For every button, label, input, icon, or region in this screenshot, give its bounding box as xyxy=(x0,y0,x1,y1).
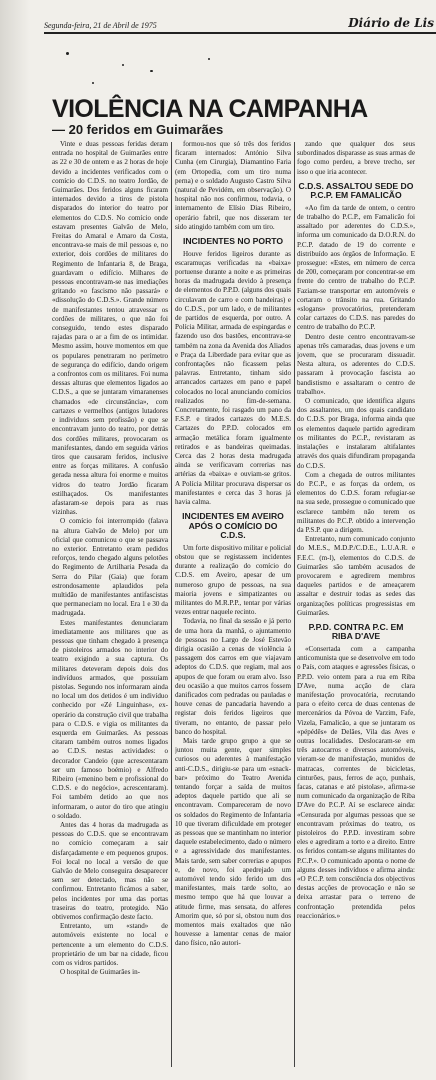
body-paragraph: Com a chegada de outros militantes do P.C.P., e as forças da ordem, os elementos do C.D.S. foram refugiar-se na sua sede, prossegue o comunicado que esclarece também não terem os militantes do P.C.P. obtido a intervenção da P.S.P. que a dirigem. xyxy=(297,470,415,534)
column-rule xyxy=(294,142,295,1067)
section-title-aveiro: INCIDENTES EM AVEIRO APÓS O COMÍCIO DO C.D.S. xyxy=(182,511,284,541)
body-paragraph: «Consertada com a campanha anticomunista que se desenvolve em todo o País, com ataques e agressões físicas, o P.P.D. veio ontem para a rua em Riba D'Ave, numa acção de clara manifestação provocatória, recrutando para o efeito cerca de duas centenas de mercenários da Póvoa de Varzim, Fafe, Vizela, Famalicão, a que se juntaram os «pépédês» de Delães, Vila das Aves e outras localidades. Deslocaram-se em três autocarros e diversos automóveis, vieram-se de manifestação, munidos de matracas, correntes de bicicletas, cinturões, paus, ferros de aço, punhais, facas, catanas e até pistolas», afirma-se num comunicado da organização de Riba D'Ave do P.C.P. Aí se esclarece ainda: «Censurada por algumas pessoas que se encontravam próximas do teatro, os pistoleiros do P.P.D. investiram sobre eles e agrediram a torto e a direito. Entre os feridos contam-se alguns militantes do P.C.P.». O comunicado aponta o nome de alguns desses indivíduos e afirma ainda: «O P.C.P. tem consciência dos objectivos destas acções de provocação e não se deixa arrastar para o terreno de confrontação pretendida pelos reaccionários.» xyxy=(297,644,415,920)
header-date: Segunda-feira, 21 de Abril de 1975 xyxy=(44,21,157,30)
section-title-porto: INCIDENTES NO PORTO xyxy=(182,236,284,247)
print-speck xyxy=(150,70,153,72)
article-column-2 xyxy=(175,140,291,1072)
body-paragraph: Estes manifestantes denunciaram imediatamente aos militares que as pessoas que tinham chegado à presença de pistoleiros armados no interior do teatro exigindo a sua captura. Os militares deteveram depois dois dos indivíduos armados, que possuíam pistolas. Segundo nos informaram ainda no local um dos detidos é um indivíduo conhecido por «Zé Linguinhas», ex-operário da construção civil que trabalha para o C.D.S. e vigia os militantes da esquerda em Guimarães. As pessoas citaram também outros nomes ligados ao C.D.S. nestas actividades: o decorador Candeio (que acrescentaram ser um famoso boémio) e Alfredo Ribeiro («menino bem e profissional do C.D.S. e do negócio», acrescentaram). Foi também detido ao que nos informaram, o autor do tiro que atingiu o soldado. xyxy=(52,618,168,820)
column-rule xyxy=(171,142,172,1067)
body-paragraph: O hospital de Guimarães in- xyxy=(60,968,140,977)
article-column-3 xyxy=(297,140,415,1072)
body-paragraph: O comunicado, que identifica alguns dos assaltantes, um dos quais candidato do C.D.S. por Braga, informa ainda que os elementos daquele partido agrediram os militantes do P.C.P., revistaram as instalações e instalaram altifalantes através dos quais difundiram propaganda do C.D.S. xyxy=(297,397,415,470)
page-header xyxy=(44,16,436,34)
body-paragraph: Entretanto, num comunicado conjunto do M.E.S., M.D.P./C.D.E., L.U.A.R. e F.E.C. (m-l), elementos do C.D.S. de Guimarães são também acusados de provocarem e agredirem membros daqueles partidos e de ameaçarem assaltar e destruir todas as sedes das organizações políticas progressistas em Guimarães. xyxy=(297,535,415,617)
print-speck xyxy=(208,58,210,60)
print-speck xyxy=(122,64,124,66)
newspaper-name: Diário de Lis xyxy=(348,16,434,30)
article-subheadline: — 20 feridos em Guimarães xyxy=(52,122,224,137)
page-shadow-edge xyxy=(0,0,30,1080)
section-title-famalicao: C.D.S. ASSALTOU SEDE DO P.C.P. EM FAMALICÃO xyxy=(298,180,414,201)
section-title-riba-dave: P.P.D. CONTRA P.C. EM RIBA D'AVE xyxy=(308,621,404,642)
body-paragraph: Antes das 4 horas da madrugada as pessoas do C.D.S. que se encontravam no comício começaram a sair disfarçadamente e em pequenos grupos. Foi local no local a versão de que Galvão de Melo conseguira desaparecer sem ser detectado, mas não se confirmou. Entretanto ficámos a saber, pelos incidentes por uma das portas traseiras do teatro, protegido. Não obtivemos confirmação deste facto. xyxy=(52,821,168,922)
body-paragraph: formou-nos que só três dos feridos ficaram internados: António Silva Cunha (em Cirurgia), Diamantino Faria (em Ortopedia, com um tiro numa perna) e o soldado Augusto Castro Silva (natural de Pevidém, em observação). O hospital não nos confirmou, todavia, o internamento de Elísio Dias Ribeiro, operário fabril, que nos disseram ter sido atingido também com um tiro. xyxy=(175,140,291,231)
print-speck xyxy=(66,52,69,55)
body-paragraph: Entretanto, um «stand» de automóveis existente no local e pertencente a um elemento do C.D.S. proprietário de um bar na cidade, ficou com os vidros partidos. xyxy=(52,922,168,968)
article-headline: VIOLÊNCIA NA CAMPANHA xyxy=(52,95,368,123)
body-paragraph: zando que qualquer dos seus subordinados disparasse as suas armas de fogo como perdeu, a breve trecho, ser isso o que iria acontecer. xyxy=(297,140,415,176)
body-paragraph: Um forte dispositivo militar e policial obstou que se registassem incidentes durante a realização do comício do C.D.S. em Aveiro, apesar de um numeroso grupo de pessoas, na sua maioria jovens e simpatizantes ou militantes do M.R.P.P., tentar por várias vezes entrar naquele recinto. xyxy=(175,543,291,617)
body-paragraph: Houve feridos ligeiros durante as escaramuças verificadas na «baixa» portuense durante a noite e as primeiras horas da madrugada devido à presença de elementos do P.P.D. (alguns dos quais circulavam de carro e com bandeiras) e do C.D.S., por um lado, e de militantes de partidos de esquerda, por outro. A Polícia Militar, armada de espingardas e fazendo uso dos bastões, encontrava-se também na zona da Avenida dos Aliados e Praça da Liberdade para evitar que as confrontações não ficassem pelas palavras. Entretanto, tinham sido arrancados cartazes em pano e papel colocados no local anunciando comícios realizados no fim-de-semana. Concretamente, foi rasgado um pano da F.S.P. e tirados cartazes do M.E.S. Cartazes do P.P.D. colocados em armação metálica foram igualmente retirados e as bandeiras queimadas. Cerca das 2 horas desta madrugada ainda se verificavam correrias nas artérias da «baixa» e ouviam-se gritos. A Polícia Militar procurava dispersar os manifestantes e cerca das 3 horas já havia calma. xyxy=(175,249,291,507)
body-paragraph: Vinte e duas pessoas feridas deram entrada no hospital de Guimarães entre as 22 e 30 de ontem e as 2 horas de hoje devido a incidentes verificados com o comício do C.D.S. no teatro Jordão, de Guimarães. Dos feridos alguns ficaram internados devido a tiros de pistola disparados do interior do teatro por elementos do C.D.S. No comício onde estavam presentes Galvão de Melo, Freitas do Amaral e Amaro da Costa, encontrava-se mais de mil pessoas e, no exterior, dois cordões de militares do Regimento de Infantaria 8, de Braga, guardavam o edifício. Milhares de pessoas encontravam-se nas imediações gritando «o fascismo não passará» e «dissolução do C.D.S.». Grande número de manifestantes tentou atravessar os cordões de militares, o que não foi conseguido, tendo estes disparado rajadas para o ar a fim de os intimidar. Mesmo assim, houve momentos em que os populares penetraram no perímetro de segurança do edifício, dando origem a confrontos com os militares. Foi numa dessas alturas que elementos ligados ao C.D.S., a que se juntaram vimaranenses chamados «de circunstância», com cartazes e vermelhos (antigos lutadores e individuos sem profissão) e que se encontravam junto do teatro, por detrás dos cordões militares, provocaram os manifestantes, dando em seguida vários tiros que causaram feridos, inclusive entre as forças militares. A confusão gerada nessa altura foi enorme e muitos vidros do teatro Jordão ficaram estilhaçados. Os manifestantes afastaram-se depois para as ruas vizinhas. xyxy=(52,140,168,517)
print-speck xyxy=(92,82,94,84)
body-paragraph: Dentro deste centro encontravam-se apenas três camaradas, duas jovens e um jovem, que se procuraram dissuadir. Nesta altura, os aderentes do C.D.S. passaram à provocação fascista ao bandistismo e assaltaram o centro de trabalho». xyxy=(297,332,415,396)
body-paragraph: O comício foi interrompido (falava na altura Galvão de Melo) por um oficial que comunicou o que se passava no exterior. Entretanto eram pedidos reforços, tendo chegado alguns pelotões do Regimento de Artilharia Pesada da Serra do Pilar (Gaia) que foram estrondosamente aplaudidos pela multidão de manifestantes antifascistas que permaneciam no local. Era 1 e 30 da madrugada. xyxy=(52,517,168,618)
article-column-1 xyxy=(52,140,168,1072)
body-paragraph: Mais tarde grupo grupo a que se juntou muita gente, quer simples curiosos ou aderentes à manifestação anti-C.D.S., dirigiu-se para um «snack-bar» próximo do Teatro Avenida tentando forçar a saída de muitos adeptos daquele partido que ali se encontravam. Compareceram de novo os soldados do Regimento de Infantaria 10 que tiveram dificuldade em proteger as pessoas que se mantinham no interior daquele estabelecimento, dado o número e a agressividade dos manifestantes. Mais tarde, sem saber correrias e apupos e, de novo, foi apedrejado um automóvel tendo sido ferido um dos manifestantes, mais tarde solto, ao mesmo tempo que há que louvar a atitude firme, mas sensata, do alferes Amorim que, só por si, obstou num dos momentos mais exaltados que não houvesse a lamentar cenas de maior dano físico, não autori- xyxy=(175,736,291,948)
body-paragraph: Todavia, no final da sessão e já perto de uma hora da manhã, o ajuntamento de pessoas no Largo de José Estevão dirigia ocasião a cenas de violência à passagem dos carros em que viajavam adeptos do C.D.S. que regiam, mal aos apupos de que foram ou eram alvo. Isso deu ocasião a que muitos carros fossem danificados com pedradas ou pauladas e houve cenas de pancadaria havendo a registar dois feridos ligeiros que tiveram, no entanto, de passar pelo banco do hospital. xyxy=(175,617,291,736)
body-paragraph: «Ao fim da tarde de ontem, o centro de trabalho do P.C.P., em Famalicão foi assaltado por aderentes do C.D.S.», informa um comunicado da D.O.R.N. do P.C.P. datado de 19 do corrente e distribuído aos órgãos de Informação. E prossegue: «Estes, em número de cerca de 200, começaram por concentrar-se em frente do centro de trabalho do P.C.P. Faziam-se transportar em automóveis e cortaram o trânsito na rua. Gritando «slogans» provocatórios, pretenderam colar cartazes do C.D.S. nas paredes do centro de trabalho do P.C.P. xyxy=(297,203,415,332)
